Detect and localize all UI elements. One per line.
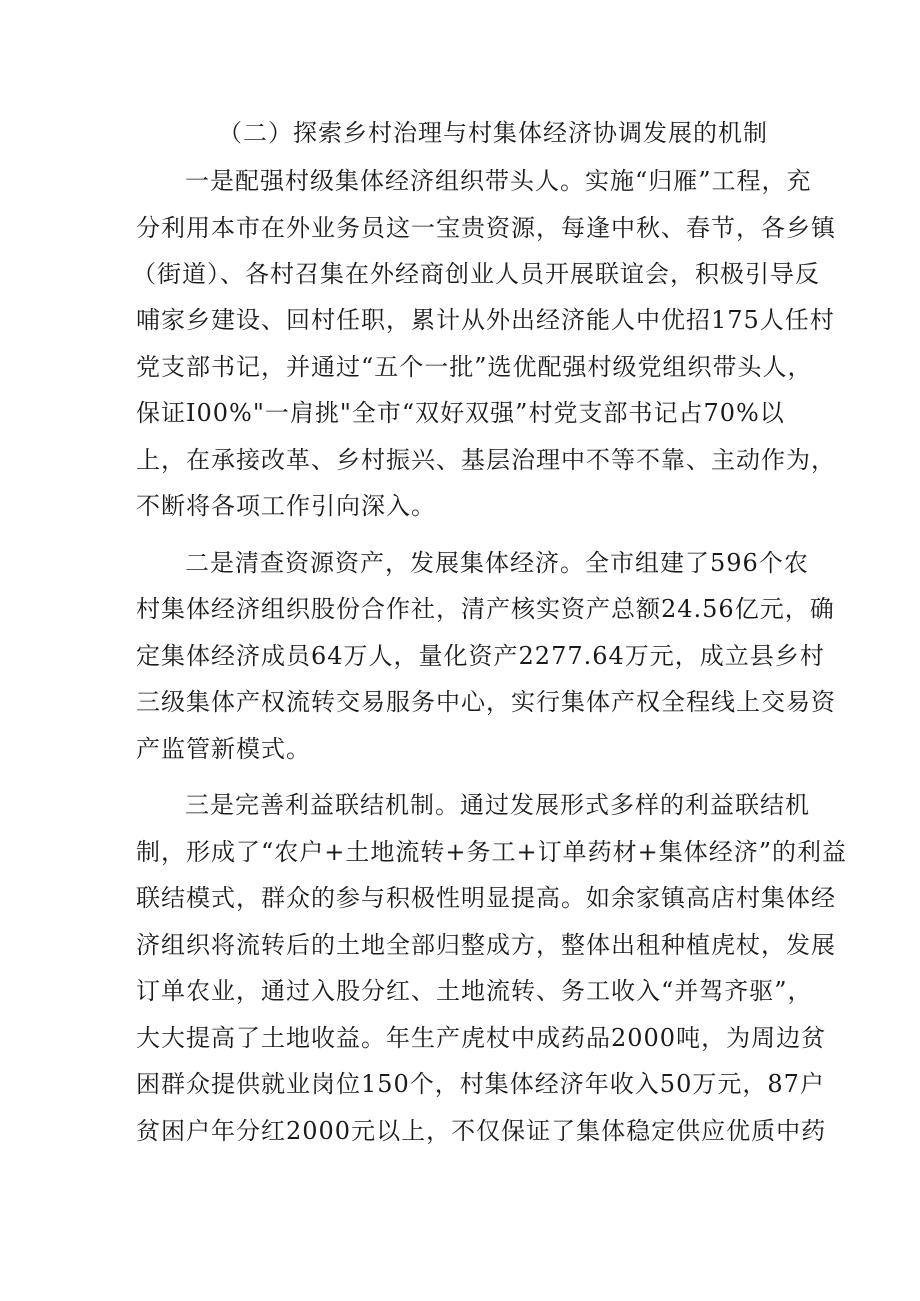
paragraph-line: 制，形成了“农户+土地流转+务工+订单药材+集体经济”的利益 bbox=[136, 838, 847, 866]
section-heading: （二）探索乡村治理与村集体经济协调发展的机制 bbox=[218, 119, 768, 147]
paragraph-line: 村集体经济组织股份合作社，清产核实资产总额24.56亿元，确 bbox=[136, 595, 835, 623]
paragraph-line: 一是配强村级集体经济组织带头人。实施“归雁”工程，充 bbox=[185, 167, 812, 195]
paragraph-line: 困群众提供就业岗位150个，村集体经济年收入50万元，87户 bbox=[136, 1070, 825, 1098]
paragraph-line: 分利用本市在外业务员这一宝贵资源，每逢中秋、春节，各乡镇 bbox=[136, 214, 836, 242]
paragraph-line: 二是清查资源资产，发展集体经济。全市组建了596个农 bbox=[185, 549, 809, 577]
paragraph-line: 济组织将流转后的土地全部归整成方，整体出租种植虎杖，发展 bbox=[136, 931, 836, 959]
paragraph-line: 党支部书记，并通过“五个一批”选优配强村级党组织带头人， bbox=[136, 353, 813, 381]
paragraph-line: 保证I00%"一肩挑"全市“双好双强”村党支部书记占70%以 bbox=[136, 399, 785, 427]
paragraph-line: 大大提高了土地收益。年生产虎杖中成药品2000吨，为周边贫 bbox=[136, 1024, 827, 1052]
paragraph-line: 三是完善利益联结机制。通过发展形式多样的利益联结机 bbox=[185, 791, 810, 819]
paragraph-line: 贫困户年分红2000元以上，不仅保证了集体稳定供应优质中药 bbox=[136, 1117, 827, 1145]
paragraph-line: 订单农业，通过入股分红、土地流转、务工收入“并驾齐驱”， bbox=[136, 977, 813, 1005]
paragraph-line: 哺家乡建设、回村任职，累计从外出经济能人中优招175人任村 bbox=[136, 306, 835, 334]
paragraph-line: 产监管新模式。 bbox=[136, 735, 311, 763]
paragraph-line: 定集体经济成员64万人，量化资产2277.64万元，成立县乡村 bbox=[136, 642, 825, 670]
paragraph-line: （街道）、各村召集在外经商创业人员开展联谊会，积极引导反 bbox=[132, 260, 820, 288]
paragraph-line: 不断将各项工作引向深入。 bbox=[136, 492, 436, 520]
paragraph-line: 联结模式，群众的参与积极性明显提高。如余家镇高店村集体经 bbox=[136, 884, 836, 912]
paragraph-line: 三级集体产权流转交易服务中心，实行集体产权全程线上交易资 bbox=[136, 688, 836, 716]
paragraph-line: 上，在承接改革、乡村振兴、基层治理中不等不靠、主动作为， bbox=[136, 446, 836, 474]
